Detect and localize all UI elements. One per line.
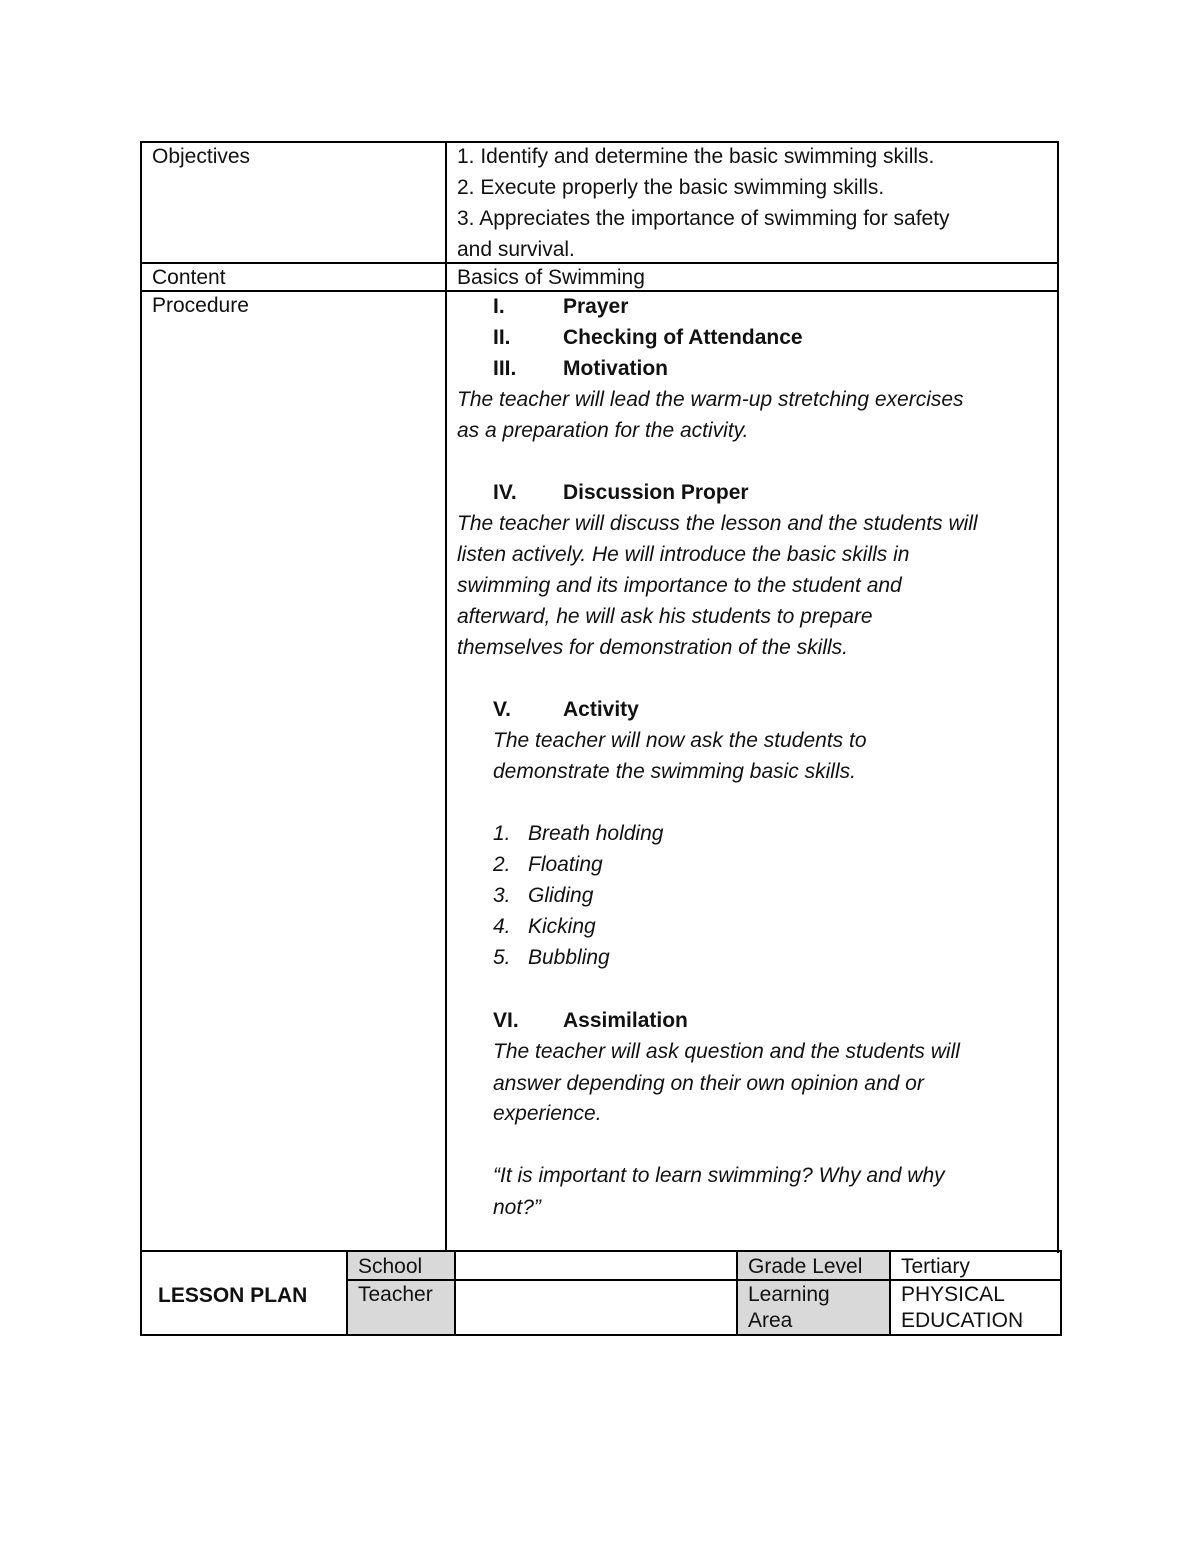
step-number: II. [493, 326, 511, 349]
header-border-right [1060, 1250, 1062, 1336]
discussion-text: The teacher will discuss the lesson and the students will [457, 512, 978, 535]
skill-item [493, 911, 596, 942]
step-title: Discussion Proper [563, 481, 749, 504]
motivation-text: The teacher will lead the warm-up stretching exercises [457, 388, 964, 411]
discussion-text: afterward, he will ask his students to prepare [457, 605, 873, 628]
step-title: Activity [563, 698, 639, 721]
school-label: School [358, 1255, 423, 1278]
step-number: IV. [493, 481, 517, 504]
column-divider [445, 141, 447, 1253]
skill-number: 2. [493, 853, 511, 876]
assimilation-text: experience. [493, 1102, 602, 1125]
procedure-step [493, 477, 749, 508]
grade-level-label: Grade Level [748, 1255, 863, 1278]
learning-area-value: EDUCATION [901, 1309, 1024, 1332]
header-col-divider [454, 1250, 456, 1336]
question-text: not?” [493, 1196, 541, 1219]
question-text: “It is important to learn swimming? Why and why [493, 1164, 945, 1187]
table-border-right [1057, 141, 1059, 1253]
step-number: V. [493, 698, 511, 721]
objectives-label: Objectives [152, 145, 251, 168]
learning-area-label: Learning [748, 1283, 830, 1306]
motivation-text: as a preparation for the activity. [457, 419, 749, 442]
header-col-divider [736, 1250, 738, 1336]
activity-text: demonstrate the swimming basic skills. [493, 760, 856, 783]
content-label: Content [152, 266, 226, 289]
step-title: Motivation [563, 357, 668, 380]
lesson-plan-title: LESSON PLAN [158, 1284, 308, 1307]
procedure-step [493, 322, 803, 353]
step-number: III. [493, 357, 517, 380]
content-value: Basics of Swimming [457, 266, 645, 289]
skill-item [493, 880, 593, 911]
procedure-step [493, 353, 668, 384]
step-title: Assimilation [563, 1009, 688, 1032]
skill-number: 3. [493, 884, 511, 907]
skill-number: 1. [493, 822, 511, 845]
discussion-text: swimming and its importance to the student and [457, 574, 902, 597]
learning-area-value: PHYSICAL [901, 1283, 1005, 1306]
skill-name: Gliding [528, 884, 594, 907]
skill-name: Bubbling [528, 946, 610, 969]
assimilation-text: answer depending on their own opinion and or [493, 1072, 924, 1095]
table-border-left [140, 141, 142, 1253]
skill-item [493, 818, 663, 849]
assimilation-text: The teacher will ask question and the students will [493, 1040, 960, 1063]
discussion-text: themselves for demonstration of the skills. [457, 636, 849, 659]
header-col-divider [889, 1250, 891, 1336]
procedure-step [493, 291, 628, 322]
skill-number: 4. [493, 915, 511, 938]
header-border-top [140, 1250, 1062, 1252]
procedure-step [493, 694, 639, 725]
step-number: I. [493, 295, 505, 318]
objective-item: 1. Identify and determine the basic swimming skills. [457, 145, 935, 168]
activity-text: The teacher will now ask the students to [493, 729, 867, 752]
objective-item: and survival. [457, 238, 575, 261]
header-col-divider [346, 1250, 348, 1336]
skill-name: Floating [528, 853, 603, 876]
step-title: Prayer [563, 295, 629, 318]
skill-name: Breath holding [528, 822, 664, 845]
skill-name: Kicking [528, 915, 596, 938]
learning-area-label: Area [748, 1309, 793, 1332]
skill-item [493, 942, 610, 973]
teacher-label: Teacher [358, 1283, 433, 1306]
grade-level-value: Tertiary [901, 1255, 970, 1278]
header-border-bottom [140, 1334, 1062, 1336]
header-border-left [140, 1250, 142, 1336]
procedure-label: Procedure [152, 294, 249, 317]
discussion-text: listen actively. He will introduce the basic skills in [457, 543, 910, 566]
skill-number: 5. [493, 946, 511, 969]
skill-item [493, 849, 603, 880]
procedure-step [493, 1005, 688, 1036]
objective-item: 2. Execute properly the basic swimming skills. [457, 176, 885, 199]
step-title: Checking of Attendance [563, 326, 803, 349]
step-number: VI. [493, 1009, 519, 1032]
objective-item: 3. Appreciates the importance of swimming for safety [457, 207, 950, 230]
